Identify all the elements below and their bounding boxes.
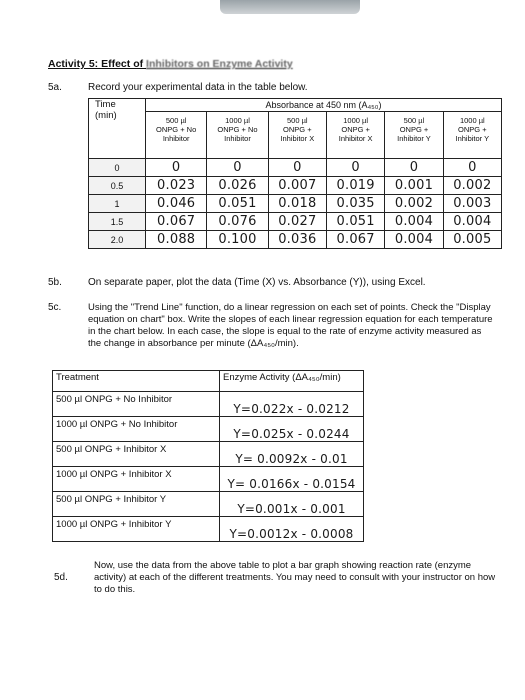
time-cell: 2.0 bbox=[89, 231, 146, 249]
absorbance-value: 0 bbox=[268, 159, 326, 177]
absorbance-value: 0.002 bbox=[443, 177, 501, 195]
activity-value: Y= 0.0092x - 0.01 bbox=[220, 442, 364, 467]
absorbance-value: 0.019 bbox=[326, 177, 384, 195]
table-row bbox=[89, 231, 502, 249]
activity-value: Y=0.022x - 0.0212 bbox=[220, 392, 364, 417]
absorbance-value: 0.026 bbox=[207, 177, 268, 195]
q5d-number: 5d. bbox=[54, 572, 68, 583]
q5b-number: 5b. bbox=[48, 277, 62, 288]
table-row bbox=[89, 177, 502, 195]
absorbance-value: 0.046 bbox=[146, 195, 207, 213]
absorbance-value: 0.051 bbox=[326, 213, 384, 231]
absorbance-header: Absorbance at 450 nm (A₄₅₀) bbox=[146, 99, 502, 112]
heading-prefix: Activity 5: Effect of bbox=[48, 58, 147, 70]
table-row bbox=[53, 517, 364, 542]
table-row bbox=[53, 392, 364, 417]
absorbance-value: 0.100 bbox=[207, 231, 268, 249]
activity-value: Y=0.0012x - 0.0008 bbox=[220, 517, 364, 542]
treatment-header: Treatment bbox=[53, 371, 220, 392]
q5c-text: Using the "Trend Line" function, do a linear regression on each set of points. Check the "Display equation on chart" box. Write the slopes of each linear regression equation for each temperature in the chart below. In each case, the slope is equal to the rate of enzyme activity measured as the change in absorbance per minute (ΔA₄₅₀/min). bbox=[88, 302, 493, 349]
table-row bbox=[89, 213, 502, 231]
table-row bbox=[89, 195, 502, 213]
absorbance-value: 0.002 bbox=[385, 195, 443, 213]
heading-rest: Inhibitors on Enzyme Activity bbox=[146, 58, 293, 70]
column-header: 1000 µl ONPG + No Inhibitor bbox=[207, 112, 268, 159]
q5a-number: 5a. bbox=[48, 82, 62, 93]
column-header: 500 µl ONPG + Inhibitor X bbox=[268, 112, 326, 159]
absorbance-value: 0.088 bbox=[146, 231, 207, 249]
absorbance-value: 0.051 bbox=[207, 195, 268, 213]
time-cell: 0.5 bbox=[89, 177, 146, 195]
time-cell: 0 bbox=[89, 159, 146, 177]
absorbance-value: 0.001 bbox=[385, 177, 443, 195]
q5c-number: 5c. bbox=[48, 302, 62, 313]
table-row bbox=[53, 417, 364, 442]
activity-value: Y=0.025x - 0.0244 bbox=[220, 417, 364, 442]
absorbance-value: 0 bbox=[146, 159, 207, 177]
enzyme-activity-table bbox=[52, 370, 364, 542]
absorbance-value: 0.005 bbox=[443, 231, 501, 249]
activity-value: Y=0.001x - 0.001 bbox=[220, 492, 364, 517]
column-header: 500 µl ONPG + Inhibitor Y bbox=[385, 112, 443, 159]
absorbance-value: 0 bbox=[443, 159, 501, 177]
q5a-text: Record your experimental data in the table below. bbox=[88, 82, 308, 93]
absorbance-value: 0 bbox=[385, 159, 443, 177]
q5d-text: Now, use the data from the above table to plot a bar graph showing reaction rate (enzyme activity) at each of the different treatments. You may need to consult with your instructor on how to do this. bbox=[94, 560, 496, 595]
absorbance-value: 0.036 bbox=[268, 231, 326, 249]
absorbance-table bbox=[88, 98, 502, 249]
absorbance-value: 0.067 bbox=[146, 213, 207, 231]
absorbance-value: 0.004 bbox=[385, 213, 443, 231]
activity-header: Enzyme Activity (ΔA₄₅₀/min) bbox=[220, 371, 364, 392]
time-header: Time (min) bbox=[89, 99, 146, 159]
time-cell: 1.5 bbox=[89, 213, 146, 231]
absorbance-value: 0.007 bbox=[268, 177, 326, 195]
absorbance-value: 0.067 bbox=[326, 231, 384, 249]
top-blurred-bar bbox=[220, 0, 360, 14]
absorbance-value: 0.023 bbox=[146, 177, 207, 195]
absorbance-value: 0.035 bbox=[326, 195, 384, 213]
column-header: 1000 µl ONPG + Inhibitor Y bbox=[443, 112, 501, 159]
table-row bbox=[89, 159, 502, 177]
absorbance-value: 0.004 bbox=[443, 213, 501, 231]
treatment-cell: 500 µl ONPG + Inhibitor Y bbox=[53, 492, 220, 517]
activity-heading bbox=[48, 58, 293, 70]
q5b-text: On separate paper, plot the data (Time (X) vs. Absorbance (Y)), using Excel. bbox=[88, 277, 426, 288]
activity-value: Y= 0.0166x - 0.0154 bbox=[220, 467, 364, 492]
absorbance-value: 0.004 bbox=[385, 231, 443, 249]
treatment-cell: 500 µl ONPG + No Inhibitor bbox=[53, 392, 220, 417]
absorbance-value: 0.018 bbox=[268, 195, 326, 213]
absorbance-value: 0 bbox=[207, 159, 268, 177]
column-header: 1000 µl ONPG + Inhibitor X bbox=[326, 112, 384, 159]
column-header: 500 µl ONPG + No Inhibitor bbox=[146, 112, 207, 159]
absorbance-value: 0 bbox=[326, 159, 384, 177]
absorbance-value: 0.027 bbox=[268, 213, 326, 231]
table-row bbox=[53, 442, 364, 467]
table-row bbox=[53, 467, 364, 492]
time-cell: 1 bbox=[89, 195, 146, 213]
treatment-cell: 1000 µl ONPG + No Inhibitor bbox=[53, 417, 220, 442]
absorbance-value: 0.076 bbox=[207, 213, 268, 231]
table-row bbox=[53, 492, 364, 517]
treatment-cell: 500 µl ONPG + Inhibitor X bbox=[53, 442, 220, 467]
treatment-cell: 1000 µl ONPG + Inhibitor Y bbox=[53, 517, 220, 542]
absorbance-value: 0.003 bbox=[443, 195, 501, 213]
treatment-cell: 1000 µl ONPG + Inhibitor X bbox=[53, 467, 220, 492]
